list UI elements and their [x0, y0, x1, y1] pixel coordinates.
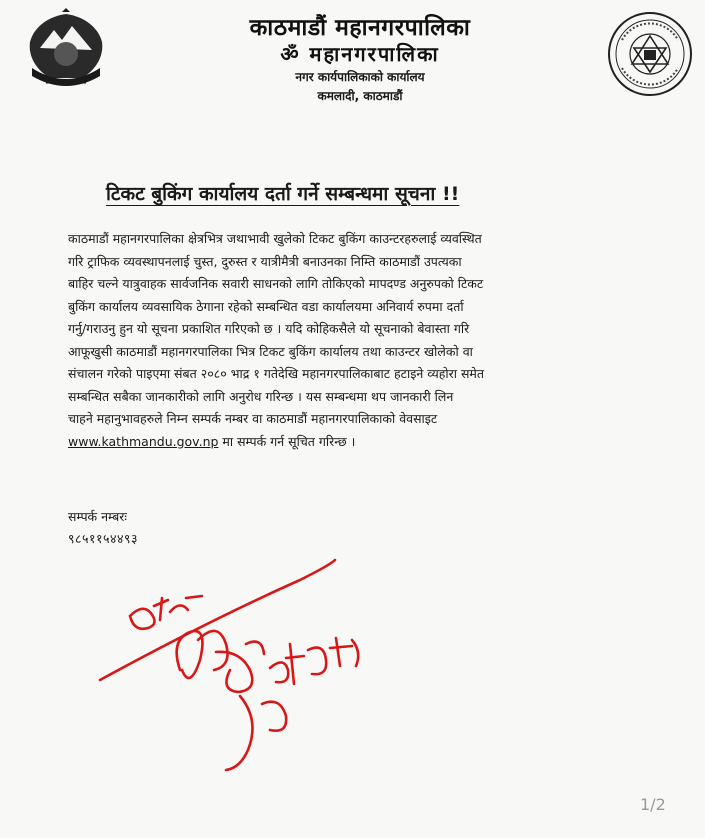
page-indicator: 1/2: [640, 795, 666, 814]
notice-body: [68, 228, 638, 453]
body-line: बाहिर चल्ने यात्रुवाहक सार्वजनिक सवारी साधनको लागि तोकिएको मापदण्ड अनुरुपको टिकट: [68, 276, 484, 291]
website-link[interactable]: www.kathmandu.gov.np: [68, 433, 219, 449]
body-line: सम्बन्धित सबैका जानकारीको लागि अनुरोध गरिन्छ । यस सम्बन्धमा थप जानकारी लिन: [68, 388, 454, 404]
body-line: संचालन गरेको पाइएमा संबत २०८० भाद्र १ गतेदेखि महानगरपालिकाबाट हटाइने व्यहोरा समेत: [68, 366, 485, 381]
body-line: चाहने महानुभावहरुले निम्न सम्पर्क नम्बर वा काठमाडौं महानगरपालिकाको वेवसाइट: [68, 411, 438, 426]
kathmandu-metropolitan-city-seal-icon: [606, 10, 694, 98]
body-line: आफूखुसी काठमाडौं महानगरपालिका भित्र टिकट बुकिंग कार्यालय तथा काउन्टर खोलेको वा: [68, 343, 473, 359]
header-office: नगर कार्यपालिकाको कार्यालय: [295, 70, 425, 84]
signature: [90, 520, 430, 780]
body-line: बुकिंग कार्यालय व्यवसायिक ठेगाना रहेको सम्बन्धित वडा कार्यालयमा अनिवार्य रुपमा दर्ता: [68, 298, 464, 314]
body-line: काठमाडौं महानगरपालिका क्षेत्रभित्र जथाभावी खुलेको टिकट बुकिंग काउन्टरहरुलाई व्यवस्थित: [68, 231, 482, 246]
header-stylized-title: ॐ महानगरपालिका: [280, 42, 440, 66]
body-line: गर्नु/गराउनु हुन यो सूचना प्रकाशित गरिएको छ । यदि कोहिकसैले यो सूचनाको बेवास्ता गरि: [68, 321, 470, 336]
body-last-line: [68, 431, 638, 454]
nepal-government-emblem-icon: [20, 8, 112, 88]
contact-label: सम्पर्क नम्बरः: [68, 509, 127, 524]
body-last-line-rest: मा सम्पर्क गर्न सूचित गरिन्छ ।: [218, 433, 356, 449]
header-title: काठमाडौं महानगरपालिका: [249, 15, 471, 41]
notice-title: टिकट बुकिंग कार्यालय दर्ता गर्ने सम्बन्धमा सूचना !!: [106, 183, 460, 205]
body-line: गरि ट्राफिक व्यवस्थापनलाई चुस्त, दुरुस्त र यात्रीमैत्री बनाउनका निम्ति काठमाडौं उपत्यका: [68, 253, 462, 269]
header-address: कमलादी, काठमाडौं: [317, 89, 403, 103]
contact-number: ९८५११५४४९३: [68, 531, 139, 546]
